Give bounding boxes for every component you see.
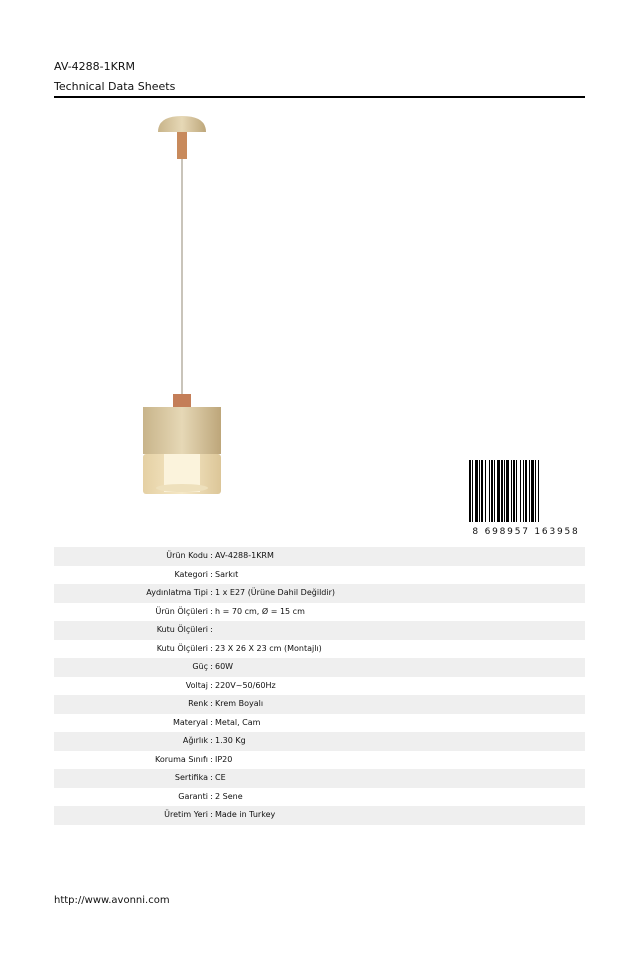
spec-row — [54, 566, 585, 585]
spec-separator: : — [210, 717, 213, 727]
spec-separator: : — [210, 625, 213, 634]
spec-separator: : — [210, 662, 213, 671]
spec-value: 220V~50/60Hz — [215, 680, 276, 690]
spec-row — [54, 695, 585, 714]
spec-row — [54, 658, 585, 677]
spec-separator: : — [210, 754, 213, 764]
spec-separator: : — [210, 643, 213, 653]
spec-value: Metal, Cam — [215, 717, 261, 727]
spec-separator: : — [210, 773, 213, 782]
spec-row — [54, 621, 585, 640]
spec-label: Sertifika — [174, 773, 208, 782]
spec-separator: : — [210, 569, 213, 579]
spec-value: 60W — [215, 662, 234, 671]
spec-row — [54, 584, 585, 603]
spec-value — [215, 621, 585, 640]
spec-label: Aydınlatma Tipi — [146, 588, 208, 597]
pendant-lamp-image — [140, 114, 224, 496]
spec-value: h = 70 cm, Ø = 15 cm — [215, 606, 305, 616]
spec-label: Ürün Kodu — [166, 551, 208, 560]
spec-row — [54, 603, 585, 622]
spec-row — [54, 640, 585, 659]
footer-url[interactable]: http://www.avonni.com — [54, 895, 170, 906]
spec-label: Ürün Ölçüleri — [155, 606, 208, 616]
barcode-bars — [467, 460, 585, 522]
spec-table — [54, 547, 585, 825]
spec-label: Koruma Sınıfı — [155, 754, 208, 764]
spec-value: Krem Boyalı — [215, 699, 264, 708]
spec-separator: : — [210, 588, 213, 597]
product-code: AV-4288-1KRM — [54, 60, 135, 73]
spec-row — [54, 769, 585, 788]
barcode-number: 8 698957 163958 — [472, 527, 580, 537]
spec-value: Made in Turkey — [215, 810, 276, 819]
spec-value: CE — [215, 773, 226, 782]
spec-value: 1.30 Kg — [215, 736, 246, 745]
spec-row — [54, 806, 585, 825]
product-barcode — [467, 460, 585, 536]
spec-label: Ağırlık — [182, 736, 208, 745]
spec-label: Üretim Yeri — [164, 810, 208, 819]
spec-separator: : — [210, 736, 213, 745]
spec-value: 23 X 26 X 23 cm (Montajlı) — [215, 643, 322, 653]
spec-row — [54, 714, 585, 733]
spec-label: Kategori — [174, 569, 208, 579]
spec-value: AV-4288-1KRM — [215, 551, 274, 560]
spec-label: Kutu Ölçüleri — [156, 643, 208, 653]
spec-label: Garanti — [178, 791, 208, 801]
spec-value: IP20 — [215, 754, 233, 764]
document-subtitle: Technical Data Sheets — [54, 80, 176, 93]
spec-separator: : — [210, 680, 213, 690]
spec-separator: : — [210, 791, 213, 801]
spec-label: Materyal — [172, 717, 208, 727]
spec-label: Voltaj — [185, 680, 208, 690]
spec-value: 1 x E27 (Ürüne Dahil Değildir) — [215, 588, 335, 597]
spec-label: Güç — [192, 662, 208, 671]
spec-separator: : — [210, 606, 213, 616]
spec-row — [54, 751, 585, 770]
spec-row — [54, 677, 585, 696]
spec-separator: : — [210, 810, 213, 819]
spec-row — [54, 788, 585, 807]
spec-row — [54, 547, 585, 566]
spec-value: Sarkıt — [215, 569, 239, 579]
spec-label: Kutu Ölçüleri — [156, 625, 208, 634]
spec-value: 2 Sene — [215, 791, 243, 801]
spec-separator: : — [210, 551, 213, 560]
header-divider — [54, 96, 585, 98]
spec-row — [54, 732, 585, 751]
spec-separator: : — [210, 699, 213, 708]
spec-label: Renk — [188, 699, 208, 708]
